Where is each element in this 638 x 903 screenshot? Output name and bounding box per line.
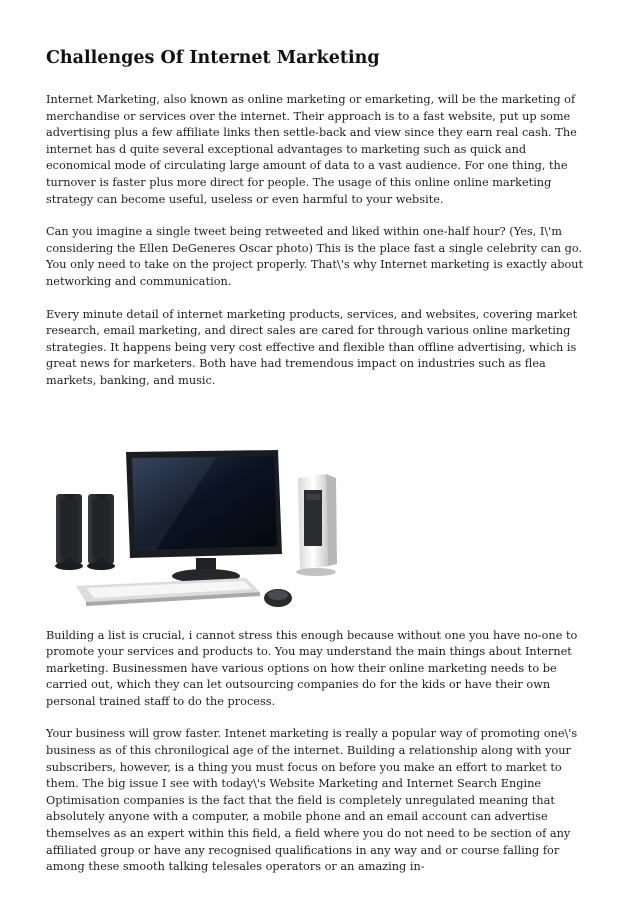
paragraph-4: Building a list is crucial, i cannot stress this enough because without one you have no-one to promote your services and products to. You may understand the main things about Internet marketing. Businessmen have various options on how their online marketing needs to be carried out, which they can let outsourcing companies do for the kids or have their own personal trained staff to do the process.	[46, 628, 578, 708]
keyboard-icon	[76, 578, 260, 606]
article	[46, 48, 594, 892]
article-title: Challenges Of Internet Marketing	[46, 48, 380, 68]
speaker-right-icon	[87, 494, 115, 570]
computer-photo	[46, 446, 356, 616]
desktop-computer-icon	[46, 446, 356, 616]
paragraph-1: Internet Marketing, also known as online marketing or emarketing, will be the marketing of merchandise or services over the internet. Their approach is to a fast website, put up some advertising plus a few affiliate links then settle-back and view since they earn real cash. The internet has d quite several exceptional advantages to marketing such as quick and economical mode of circulating large amount of data to a vast audience. For one thing, the turnover is faster plus more direct for people. The usage of this online online marketing strategy can become useful, useless or even harmful to your website.	[46, 93, 577, 206]
speaker-left-icon	[55, 494, 83, 570]
tower-icon	[296, 474, 337, 576]
mouse-icon	[264, 589, 292, 607]
monitor-icon	[126, 450, 282, 583]
paragraph-2: Can you imagine a single tweet being retweeted and liked within one-half hour? (Yes, I\'m considering the Ellen DeGeneres Oscar photo) This is the place fast a single celebrity can go. You only need to take on the project properly. That\'s why Internet marketing is exactly about networking and communication.	[46, 225, 584, 288]
paragraph-5: Your business will grow faster. Intenet marketing is really a popular way of promoting one\'s business as of this chronilogical age of the internet. Building a relationship along with your subscribers, however, is a thing you must focus on before you make an effort to market to them. The big issue I see with today\'s Website Marketing and Internet Search Engine Optimisation companies is the fact that the field is completely unregulated meaning that absolutely anyone with a computer, a mobile phone and an email account can advertise themselves as an expert within this field, a field where you do not need to be section of any affiliated group or have any recognised qualifications in any way and or course falling for among these smooth talking telesales operators or an amazing in-	[46, 727, 578, 874]
paragraph-3: Every minute detail of internet marketing products, services, and websites, covering market research, email marketing, and direct sales are cared for through various online marketing strategies. It happens being very cost effective and flexible than offline advertising, which is great news for marketers. Both have had tremendous impact on industries such as flea markets, banking, and music.	[46, 307, 578, 387]
